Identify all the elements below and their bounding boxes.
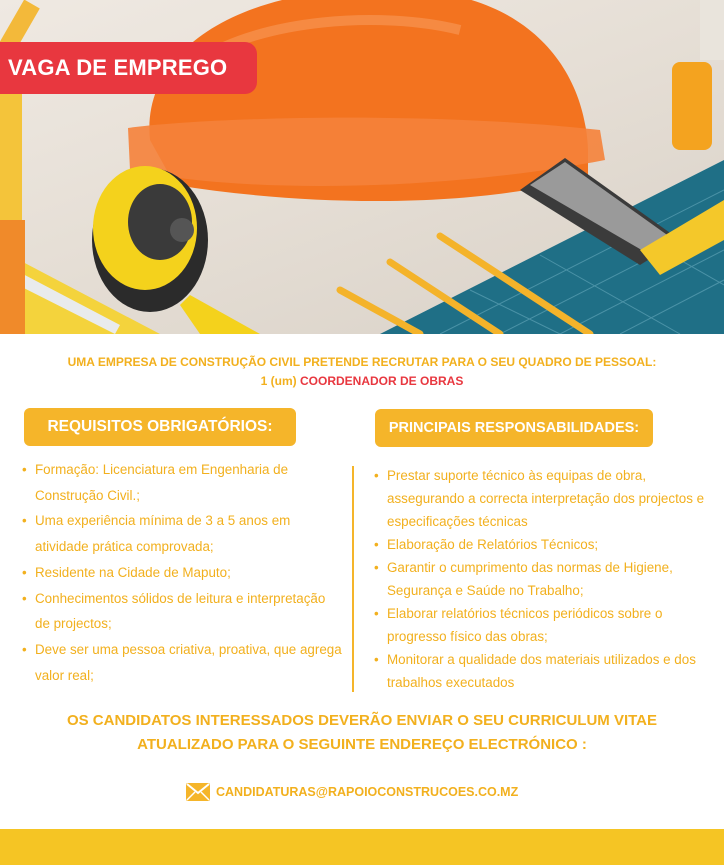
list-item: • Residente na Cidade de Maputo; <box>22 560 342 586</box>
hero-photo <box>0 0 724 334</box>
intro-line-1: UMA EMPRESA DE CONSTRUÇÃO CIVIL PRETENDE RECRUTAR PARA O SEU QUADRO DE PESSOAL: <box>67 355 657 369</box>
list-item: • Conhecimentos sólidos de leitura e interpretação de projectos; <box>22 586 342 637</box>
contact-email[interactable] <box>186 782 518 802</box>
list-item: • Elaboração de Relatórios Técnicos; <box>374 533 720 556</box>
requirements-title: REQUISITOS OBRIGATÓRIOS: <box>24 408 296 446</box>
list-item: • Uma experiência mínima de 3 a 5 anos em atividade prática comprovada; <box>22 508 342 559</box>
email-address[interactable]: CANDIDATURAS@RAPOIOCONSTRUCOES.CO.MZ <box>216 785 519 799</box>
list-item: • Deve ser uma pessoa criativa, proativa, que agrega valor real; <box>22 637 342 688</box>
position-title: COORDENADOR DE OBRAS <box>300 374 464 388</box>
sharpener <box>672 62 712 150</box>
footer-bar <box>0 829 724 865</box>
job-vacancy-badge <box>0 42 257 94</box>
cta-line-1: OS CANDIDATOS INTERESSADOS DEVERÃO ENVIAR O SEU CURRICULUM VITAE <box>66 712 658 729</box>
envelope-icon <box>186 783 210 801</box>
list-item: • Monitorar a qualidade dos materiais utilizados e dos trabalhos executados <box>374 648 720 694</box>
list-item: • Elaborar relatórios técnicos periódicos sobre o progresso físico das obras; <box>374 602 720 648</box>
requirements-list <box>22 457 342 688</box>
list-item: • Garantir o cumprimento das normas de Higiene, Segurança e Saúde no Trabalho; <box>374 556 720 602</box>
badge-label: VAGA DE EMPREGO <box>8 55 228 80</box>
list-item: • Prestar suporte técnico às equipas de obra, assegurando a correcta interpretação dos projectos e especificações técnicas <box>374 464 720 533</box>
position-count: 1 (um) <box>260 374 300 388</box>
cta-line-2: ATUALIZADO PARA O SEGUINTE ENDEREÇO ELECTRÓNICO : <box>137 736 587 753</box>
column-divider <box>352 466 354 692</box>
list-item: • Formação: Licenciatura em Engenharia de Construção Civil.; <box>22 457 342 508</box>
intro-line-2 <box>0 374 724 388</box>
pencil-1 <box>340 290 420 334</box>
responsibilities-title: PRINCIPAIS RESPONSABILIDADES: <box>375 409 653 447</box>
responsibilities-list <box>374 464 720 694</box>
